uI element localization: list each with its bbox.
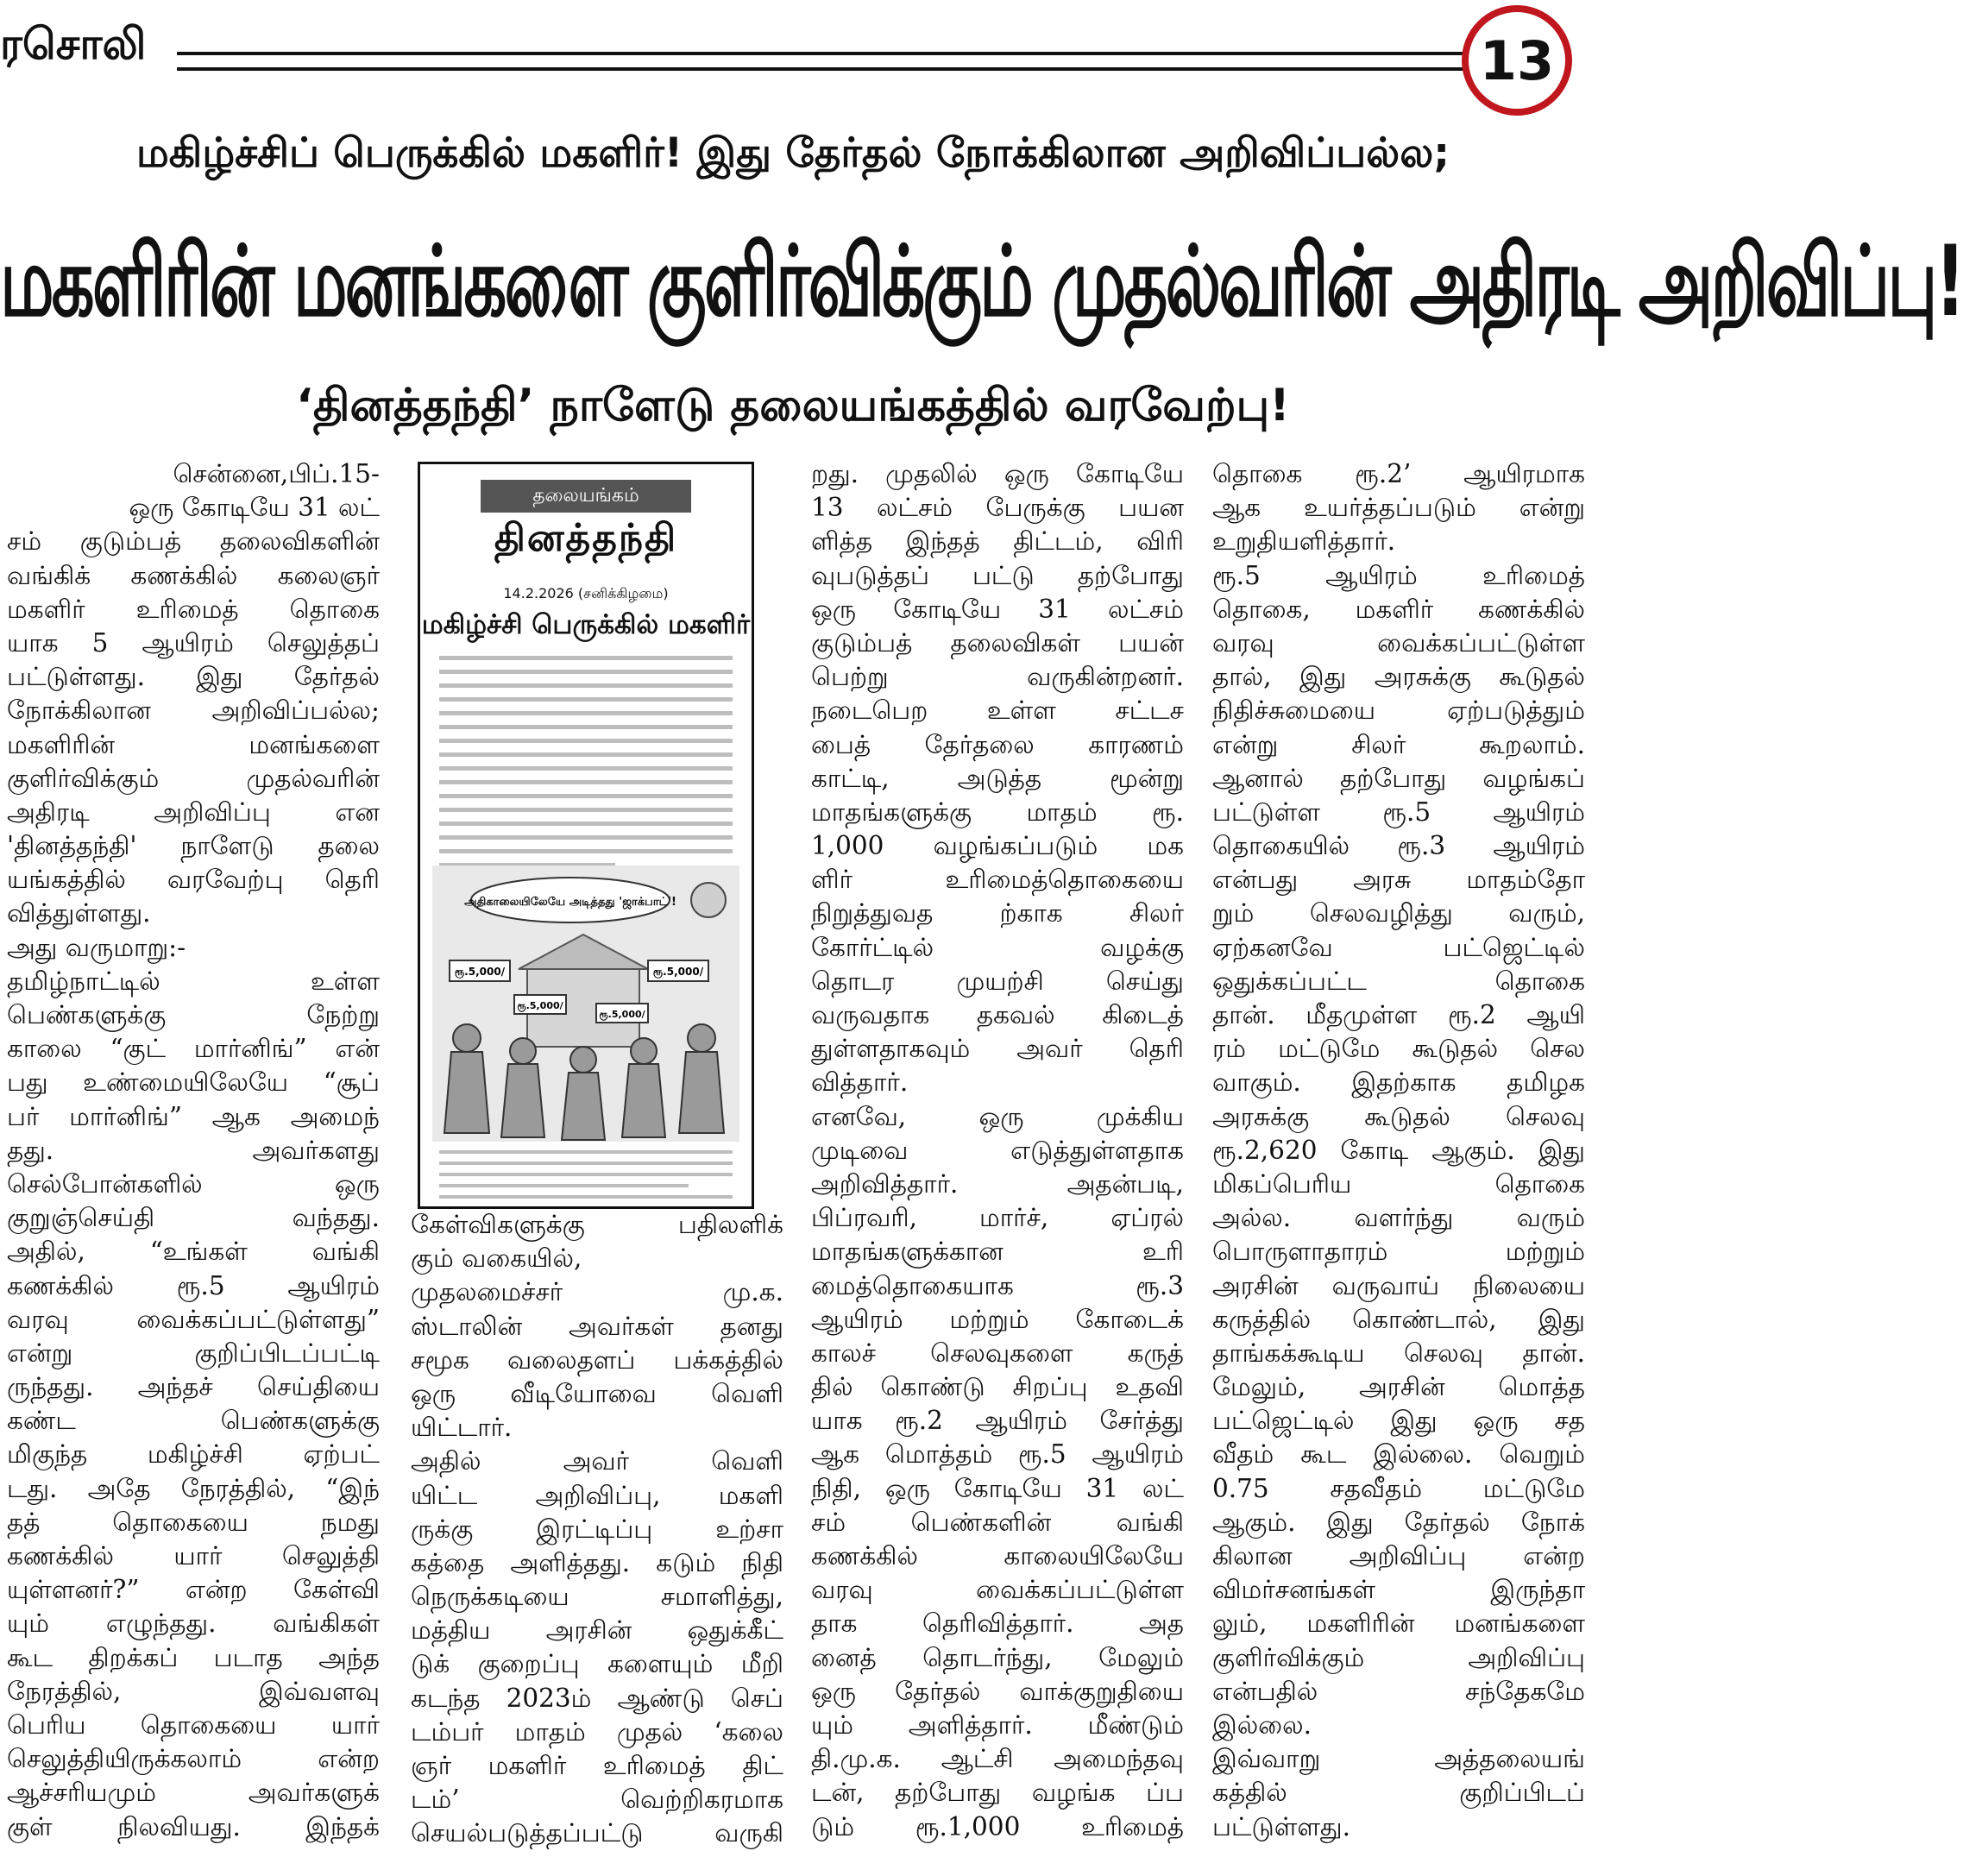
article-line: குளிர்விக்கும் அறிவிப்பு bbox=[1212, 1642, 1585, 1672]
article-line: பெரிய தொகையை யார் bbox=[7, 1709, 380, 1740]
article-line: குள் நிலவியது. இந்தக் bbox=[7, 1811, 380, 1841]
article-line: ளித்த இந்தத் திட்டம், விரி bbox=[811, 526, 1184, 557]
cartoon-speech-bubble: அதிகாலையிலேயே அடித்தது 'ஜாக்பாட்'! bbox=[464, 896, 676, 909]
article-line: றும் செலவழித்து வரும், bbox=[1212, 898, 1585, 929]
article-line: நடைபெற உள்ள சட்டச bbox=[811, 696, 1184, 726]
article-line: என்பது அரசு மாதம்தோ bbox=[1212, 865, 1585, 895]
article-line: கும் வகையில், bbox=[411, 1243, 582, 1274]
article-line: மிகப்பெரிய தொகை bbox=[1212, 1168, 1585, 1199]
clipping-logo: தினத்தந்தி bbox=[494, 516, 678, 560]
article-line: மிகுந்த மகிழ்ச்சி ஏற்பட் bbox=[7, 1439, 380, 1470]
cartoon-illustration bbox=[432, 866, 739, 1142]
article-line: ஒரு கோடியே 31 லட் bbox=[129, 493, 380, 523]
article-line: குறுஞ்செய்தி வந்தது. bbox=[7, 1203, 380, 1233]
article-line: நோக்கிலான அறிவிப்பல்ல; bbox=[7, 696, 380, 726]
article-column-4 bbox=[1212, 457, 1585, 1844]
article-line: சம் குடும்பத் தலைவிகளின் bbox=[7, 526, 380, 557]
article-line: ஆக உயர்த்தப்படும் என்று bbox=[1212, 493, 1585, 523]
article-line: உறுதியளித்தார். bbox=[1212, 526, 1396, 557]
article-line: ஆச்சரியமும் அவர்களுக் bbox=[7, 1778, 380, 1808]
newspaper-name: ரசொலி bbox=[0, 19, 147, 69]
article-line: றது. முதலில் ஒரு கோடியே bbox=[811, 459, 1184, 488]
clipping-caption bbox=[439, 1150, 733, 1206]
article-line: என்று சிலர் கூறலாம். bbox=[1212, 729, 1585, 759]
main-headline: மகளிரின் மனங்களை குளிர்விக்கும் முதல்வரின் அதிரடி அறிவிப்பு! bbox=[0, 226, 1963, 339]
article-line: காட்டி, அடுத்த மூன்று bbox=[811, 763, 1184, 793]
article-line: அல்ல. வளர்ந்து வரும் bbox=[1212, 1203, 1585, 1233]
article-line: டன், தற்போது வழங்க ப்ப bbox=[811, 1778, 1184, 1808]
article-line: ஏற்கனவே பட்ஜெட்டில் bbox=[1212, 932, 1585, 962]
article-line: 0.75 சதவீதம் மட்டுமே bbox=[1212, 1473, 1585, 1503]
article-line: தது. அவர்களது bbox=[7, 1135, 380, 1165]
article-column-1 bbox=[7, 457, 380, 1844]
article-line: டுக் குறைப்பு களையும் மீறி bbox=[411, 1649, 783, 1679]
masthead bbox=[0, 0, 1586, 129]
clipping-title: மகிழ்ச்சி பெருக்கில் மகளிர் bbox=[421, 609, 751, 640]
article-line: யாக ரூ.2 ஆயிரம் சேர்த்து bbox=[811, 1406, 1184, 1436]
article-line: தாக தெரிவித்தார். அத bbox=[811, 1608, 1184, 1639]
article-line: விமர்சனங்கள் இருந்தா bbox=[1212, 1575, 1585, 1605]
page-number-badge: 13 bbox=[1462, 5, 1572, 116]
article-line: பர் மார்னிங்” ஆக அமைந் bbox=[7, 1101, 380, 1131]
article-line: கிலான அறிவிப்பு என்ற bbox=[1212, 1541, 1585, 1571]
clipping-date: 14.2.2026 (சனிக்கிழமை) bbox=[503, 585, 669, 601]
article-line: யாக 5 ஆயிரம் செலுத்தப் bbox=[7, 627, 380, 658]
article-line: தான். மீதமுள்ள ரூ.2 ஆயி bbox=[1212, 1000, 1585, 1029]
article-line: கத்தை அளித்தது. கடும் நிதி bbox=[411, 1547, 783, 1577]
article-line: வித்தார். bbox=[811, 1067, 909, 1098]
clipping-body-text bbox=[439, 656, 733, 877]
article-line: மைத்தொகையாக ரூ.3 bbox=[811, 1270, 1184, 1300]
money-tag: ரூ.5,000/ bbox=[517, 1000, 563, 1011]
article-line: 'தினத்தந்தி' நாளேடு தலை bbox=[7, 831, 380, 861]
article-line: கோர்ட்டில் வழக்கு bbox=[811, 932, 1184, 962]
article-line: ஆகும். இது தேர்தல் நோக் bbox=[1212, 1507, 1585, 1537]
article-line: டம்’ வெற்றிகரமாக bbox=[411, 1785, 783, 1815]
article-line: காலை “குட் மார்னிங்” என் bbox=[7, 1034, 380, 1064]
article-line: மகளிரின் மனங்களை bbox=[7, 729, 380, 759]
article-line: முதலமைச்சர் மு.க. bbox=[411, 1277, 783, 1307]
article-line: இவ்வாறு அத்தலையங் bbox=[1212, 1744, 1585, 1774]
article-line: வருவதாக தகவல் கிடைத் bbox=[811, 1000, 1184, 1029]
article-line: குளிர்விக்கும் முதல்வரின் bbox=[7, 763, 380, 793]
article-line: வரவு வைக்கப்பட்டுள்ளது” bbox=[7, 1304, 380, 1334]
article-line: னைத் தொடர்ந்து, மேலும் bbox=[811, 1642, 1184, 1672]
article-line: வாகும். இதற்காக தமிழக bbox=[1212, 1067, 1585, 1098]
article-line: சமூக வலைதளப் பக்கத்தில் bbox=[411, 1344, 783, 1375]
article-line: அறிவித்தார். அதன்படி, bbox=[811, 1168, 1184, 1199]
article-line: நிதிச்சுமையை ஏற்படுத்தும் bbox=[1212, 696, 1585, 726]
article-line: 13 லட்சம் பேருக்கு பயன bbox=[811, 493, 1184, 523]
article-line: வங்கிக் கணக்கில் கலைஞர் bbox=[7, 560, 380, 590]
article-line: பட்டுள்ளது. இது தேர்தல் bbox=[7, 662, 380, 692]
article-line: டம்பர் மாதம் முதல் ‘கலை bbox=[411, 1716, 783, 1747]
money-tag: ரூ.5,000/ bbox=[599, 1009, 645, 1020]
article-line: துள்ளதாகவும் அவர் தெரி bbox=[811, 1034, 1184, 1064]
article-line: அரசுக்கு கூடுதல் செலவு bbox=[1212, 1101, 1585, 1131]
article-line: கத்தில் குறிப்பிடப் bbox=[1212, 1778, 1585, 1808]
article-line: என்று குறிப்பிடப்பட்டி bbox=[7, 1338, 380, 1368]
article-line: மகளிர் உரிமைத் தொகை bbox=[7, 594, 380, 624]
article-line: ரூ.5 ஆயிரம் உரிமைத் bbox=[1212, 560, 1585, 590]
article-line: செயல்படுத்தப்பட்டு வருகி bbox=[411, 1818, 783, 1848]
article-line: ஒரு வீடியோவை வெளி bbox=[411, 1378, 783, 1408]
article-line: தொகையில் ரூ.3 ஆயிரம் bbox=[1212, 831, 1585, 861]
article-line: யும் எழுந்தது. வங்கிகள் bbox=[7, 1608, 380, 1639]
article-line: வித்துள்ளது. bbox=[7, 898, 151, 929]
article-line: மாதங்களுக்கு மாதம் ரூ. bbox=[811, 796, 1184, 827]
article-line: கண்ட பெண்களுக்கு bbox=[7, 1406, 380, 1436]
article-line: கூட திறக்கப் படாத அந்த bbox=[7, 1642, 380, 1672]
article-line: ஒதுக்கப்பட்ட தொகை bbox=[1212, 966, 1585, 996]
article-line: அது வருமாறு:- bbox=[7, 932, 186, 962]
article-line: பெண்களுக்கு நேற்று bbox=[7, 1000, 380, 1029]
article-line: ஆனால் தற்போது வழங்கப் bbox=[1212, 763, 1585, 793]
deck-headline: ‘தினத்தந்தி’ நாளேடு தலையங்கத்தில் வரவேற்பு! bbox=[296, 380, 1290, 431]
article-line: குடும்பத் தலைவிகள் பயன் bbox=[811, 627, 1184, 658]
article-line: தொகை, மகளிர் கணக்கில் bbox=[1212, 594, 1585, 624]
article-line: கணக்கில் யார் செலுத்தி bbox=[7, 1541, 380, 1571]
article-line: கேள்விகளுக்கு பதிலளிக் bbox=[411, 1210, 783, 1239]
article-line: பட்டுள்ளது. bbox=[1212, 1811, 1350, 1841]
article-line: செல்போன்களில் ஒரு bbox=[7, 1168, 380, 1199]
article-line: ஒரு கோடியே 31 லட்சம் bbox=[811, 594, 1184, 624]
article-line: வரவு வைக்கப்பட்டுள்ள bbox=[1212, 627, 1585, 658]
article-line: டது. அதே நேரத்தில், “இந் bbox=[7, 1473, 380, 1503]
article-line: செலுத்தியிருக்கலாம் என்ற bbox=[7, 1744, 380, 1774]
article-line: சென்னை,பிப்.15- bbox=[173, 459, 380, 488]
article-line: முடிவை எடுத்துள்ளதாக bbox=[811, 1135, 1184, 1165]
article-line: கடந்த 2023ம் ஆண்டு செப் bbox=[411, 1683, 783, 1713]
article-line: லும், மகளிரின் மனங்களை bbox=[1212, 1608, 1585, 1639]
article-line: பிப்ரவரி, மார்ச், ஏப்ரல் bbox=[811, 1203, 1184, 1233]
article-line: அதிரடி அறிவிப்பு என bbox=[7, 796, 380, 827]
article-line: தொகை ரூ.2’ ஆயிரமாக bbox=[1212, 459, 1585, 488]
article-line: பது உண்மையிலேயே “சூப் bbox=[7, 1067, 380, 1098]
article-line: தில் கொண்டு சிறப்பு உதவி bbox=[811, 1372, 1184, 1402]
article-line: மத்திய அரசின் ஒதுக்கீட் bbox=[411, 1615, 783, 1646]
article-line: யிட்டார். bbox=[411, 1413, 513, 1443]
article-line: நெருக்கடியை சமாளித்து, bbox=[411, 1582, 783, 1612]
article-line: டும் ரூ.1,000 உரிமைத் bbox=[811, 1811, 1184, 1841]
money-tag: ரூ.5,000/ bbox=[454, 966, 506, 978]
article-line: ருந்தது. அந்தச் செய்தியை bbox=[7, 1372, 380, 1402]
article-line: ஒரு தேர்தல் வாக்குறுதியை bbox=[811, 1676, 1184, 1706]
article-line: யும் அளித்தார். மீண்டும் bbox=[811, 1709, 1184, 1740]
article-line: கணக்கில் ரூ.5 ஆயிரம் bbox=[7, 1270, 380, 1300]
article-line: பட்டுள்ள ரூ.5 ஆயிரம் bbox=[1212, 796, 1585, 827]
article-line: ரூ.2,620 கோடி ஆகும். இது bbox=[1212, 1135, 1585, 1165]
article-line: சம் பெண்களின் வங்கி bbox=[811, 1507, 1184, 1537]
article-line: யுள்ளனர்?” என்ற கேள்வி bbox=[7, 1575, 380, 1605]
clipping-section-label: தலையங்கம் bbox=[481, 480, 691, 513]
article-line: பைத் தேர்தலை காரணம் bbox=[811, 729, 1184, 759]
article-line: ளிர் உரிமைத்தொகையை bbox=[811, 865, 1184, 895]
masthead-double-rule bbox=[177, 52, 1474, 71]
article-line: 1,000 வழங்கப்படும் மக bbox=[811, 831, 1184, 861]
article-line: கணக்கில் காலையிலேயே bbox=[811, 1541, 1184, 1571]
article-line: வரவு வைக்கப்பட்டுள்ள bbox=[811, 1575, 1184, 1605]
article-column-2 bbox=[411, 1208, 783, 1851]
article-line: ஆக மொத்தம் ரூ.5 ஆயிரம் bbox=[811, 1439, 1184, 1470]
money-tag: ரூ.5,000/ bbox=[652, 966, 704, 978]
article-line: கருத்தில் கொண்டால், இது bbox=[1212, 1304, 1585, 1334]
article-line: தொடர முயற்சி செய்து bbox=[811, 966, 1184, 996]
article-line: இல்லை. bbox=[1212, 1709, 1312, 1740]
article-line: மேலும், அரசின் மொத்த bbox=[1212, 1372, 1585, 1402]
article-line: வுபடுத்தப் பட்டு தற்போது bbox=[811, 560, 1184, 590]
article-line: பட்ஜெட்டில் இது ஒரு சத bbox=[1212, 1406, 1585, 1436]
article-line: காலச் செலவுகளை கருத் bbox=[811, 1338, 1184, 1368]
article-line: அதில் அவர் வெளி bbox=[411, 1446, 783, 1476]
article-line: என்பதில் சந்தேகமே bbox=[1212, 1676, 1585, 1706]
editorial-clipping-image bbox=[418, 462, 754, 1209]
subheadline: மகிழ்ச்சிப் பெருக்கில் மகளிர்! இது தேர்தல் நோக்கிலான அறிவிப்பல்ல; bbox=[135, 129, 1450, 177]
article-line: யிட்ட அறிவிப்பு, மகளி bbox=[411, 1480, 783, 1510]
article-line: ரம் மட்டுமே கூடுதல் செல bbox=[1212, 1034, 1585, 1064]
article-line: எனவே, ஒரு முக்கிய bbox=[811, 1101, 1184, 1131]
article-line: தத் தொகையை நமது bbox=[7, 1507, 380, 1537]
article-line: தி.மு.க. ஆட்சி அமைந்தவு bbox=[811, 1744, 1184, 1774]
article-line: வீதம் கூட இல்லை. வெறும் bbox=[1212, 1439, 1585, 1470]
article-line: ஞர் மகளிர் உரிமைத் திட் bbox=[411, 1751, 783, 1780]
article-column-3 bbox=[811, 457, 1184, 1844]
article-line: அரசின் வருவாய் நிலையை bbox=[1212, 1270, 1585, 1300]
article-line: நிறுத்துவத ற்காக சிலர் bbox=[811, 898, 1184, 929]
article-line: ஸ்டாலின் அவர்கள் தனது bbox=[411, 1311, 783, 1341]
article-line: ருக்கு இரட்டிப்பு உற்சா bbox=[411, 1514, 783, 1544]
article-line: தால், இது அரசுக்கு கூடுதல் bbox=[1212, 662, 1585, 692]
article-line: அதில், “உங்கள் வங்கி bbox=[7, 1237, 380, 1267]
article-line: ஆயிரம் மற்றும் கோடைக் bbox=[811, 1304, 1184, 1334]
article-line: தமிழ்நாட்டில் உள்ள bbox=[7, 966, 380, 996]
article-line: பொருளாதாரம் மற்றும் bbox=[1212, 1237, 1585, 1267]
article-line: பெற்று வருகின்றனர். bbox=[811, 662, 1184, 692]
article-line: மாதங்களுக்கான உரி bbox=[811, 1237, 1184, 1267]
article-line: நிதி, ஒரு கோடியே 31 லட் bbox=[811, 1473, 1184, 1503]
article-line: யங்கத்தில் வரவேற்பு தெரி bbox=[7, 865, 380, 895]
article-line: நேரத்தில், இவ்வளவு bbox=[7, 1676, 380, 1706]
article-line: தாங்கக்கூடிய செலவு தான். bbox=[1212, 1338, 1585, 1368]
